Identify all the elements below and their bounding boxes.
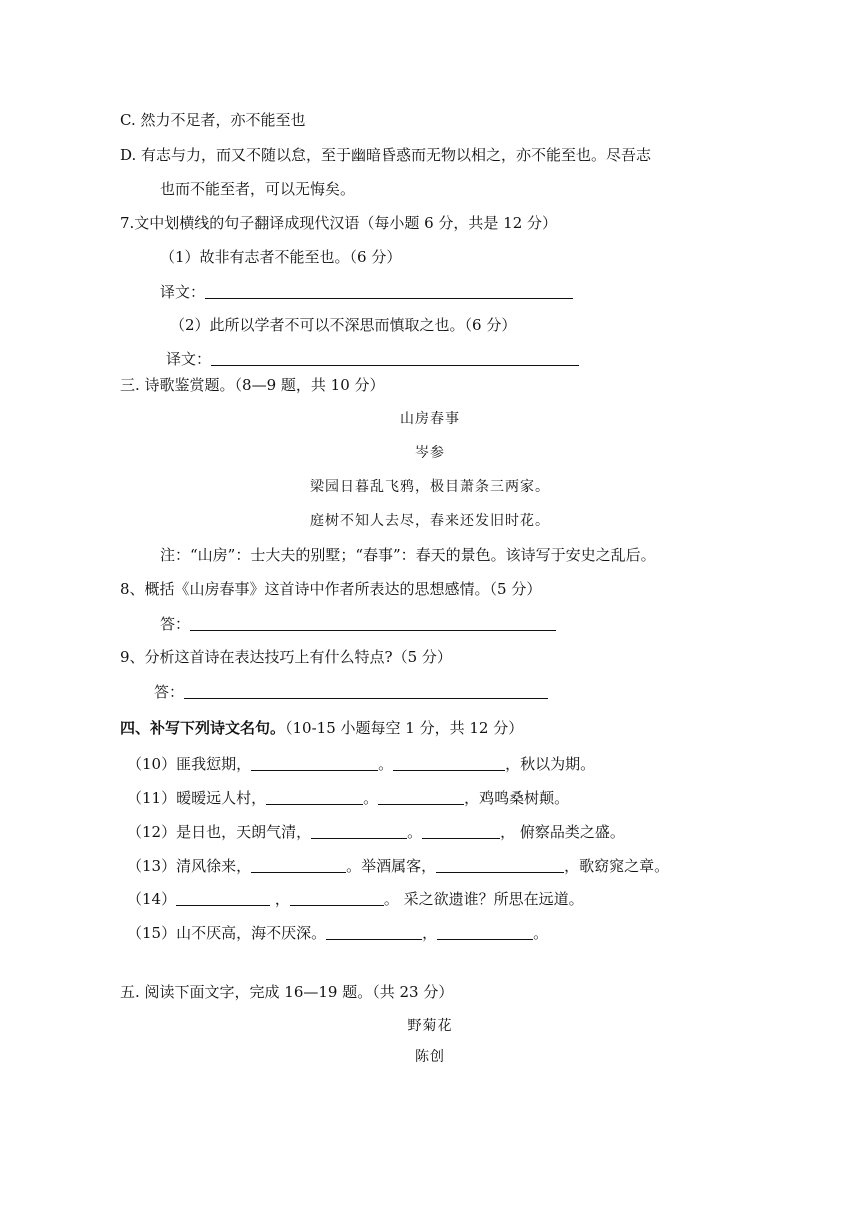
q13-blank2[interactable]	[436, 858, 564, 873]
q9-prompt: 9、分析这首诗在表达技巧上有什么特点?（5 分）	[120, 648, 452, 666]
q11-text-b: 。	[363, 789, 379, 807]
section4-heading	[120, 721, 523, 736]
poem-line2: 庭树不知人去尽，春来还发旧时花。	[310, 513, 550, 529]
q13-text-c: ，歌窈窕之章。	[564, 857, 670, 875]
q15-blank1[interactable]	[326, 925, 422, 940]
q12-text-c: ， 俯察品类之盛。	[500, 823, 625, 841]
q11-blank1[interactable]	[266, 790, 363, 805]
q9-answer-row	[154, 684, 548, 700]
q12-text-b: 。	[407, 823, 423, 841]
q13-row	[127, 858, 669, 874]
q15-text-b: ，	[422, 924, 438, 942]
answer-blank[interactable]	[190, 616, 556, 631]
answer-blank[interactable]	[211, 351, 579, 366]
answer-label: 译文：	[160, 283, 206, 301]
q15-blank2[interactable]	[437, 925, 533, 940]
answer-label: 答：	[154, 683, 185, 701]
q12-blank1[interactable]	[311, 824, 407, 839]
answer-blank[interactable]	[184, 684, 548, 699]
q11-text-c: ，鸡鸣桑树颠。	[464, 789, 570, 807]
section4-heading-rest: （10-15 小题每空 1 分，共 12 分）	[285, 719, 524, 737]
q10-row	[127, 756, 595, 772]
option-c: C. 然力不足者，亦不能至也	[120, 111, 306, 129]
q11-row	[127, 790, 569, 806]
q12-row	[127, 824, 625, 840]
q14-blank2[interactable]	[290, 891, 384, 906]
q15-text-a: （15）山不厌高，海不厌深。	[127, 924, 327, 942]
poem-author: 岑参	[415, 445, 445, 461]
q10-blank2[interactable]	[393, 756, 505, 771]
q14-blank1[interactable]	[176, 891, 270, 906]
q7-heading: 7.文中划横线的句子翻译成现代汉语（每小题 6 分，共是 12 分）	[120, 214, 558, 232]
answer-blank[interactable]	[205, 284, 573, 299]
q12-text-a: （12）是日也，天朗气清，	[127, 823, 312, 841]
section3-heading: 三. 诗歌鉴赏题。（8—9 题，共 10 分）	[120, 376, 385, 394]
q14-text-c: 。 采之欲遗谁？所思在远道。	[383, 890, 584, 908]
q11-blank2[interactable]	[378, 790, 464, 805]
q7-item1: （1）故非有志者不能至也。（6 分）	[160, 248, 402, 266]
section4-heading-bold: 四、补写下列诗文名句。	[120, 719, 286, 737]
q8-answer-row	[160, 616, 556, 632]
q13-text-a: （13）清风徐来，	[127, 857, 252, 875]
option-d-line1: D. 有志与力，而又不随以怠，至于幽暗昏惑而无物以相之，亦不能至也。尽吾志	[120, 146, 652, 164]
q12-blank2[interactable]	[422, 824, 500, 839]
q15-text-c: 。	[533, 924, 549, 942]
q14-row	[127, 891, 584, 907]
q7-item2: （2）此所以学者不可以不深思而慎取之也。（6 分）	[170, 316, 517, 334]
passage-author: 陈创	[415, 1049, 445, 1065]
q14-text-b: ，	[270, 890, 290, 908]
poem-line1: 梁园日暮乱飞鸦，极目萧条三两家。	[310, 479, 550, 495]
passage-title: 野菊花	[407, 1018, 453, 1034]
q8-prompt: 8、概括《山房春事》这首诗中作者所表达的思想感情。（5 分）	[120, 580, 542, 598]
q10-text-c: ，秋以为期。	[505, 755, 596, 773]
q10-text-a: （10）匪我愆期，	[127, 755, 252, 773]
q13-blank1[interactable]	[251, 858, 346, 873]
q13-text-b: 。举酒属客，	[346, 857, 437, 875]
q11-text-a: （11）暧暧远人村，	[127, 789, 267, 807]
poem-title: 山房春事	[400, 411, 460, 427]
q15-row	[127, 925, 548, 941]
q10-blank1[interactable]	[251, 756, 378, 771]
q7-answer-row1	[160, 284, 573, 300]
q7-answer-row2	[166, 351, 579, 367]
answer-label: 答：	[160, 615, 191, 633]
answer-label: 译文：	[166, 350, 212, 368]
q10-text-b: 。	[378, 755, 394, 773]
q14-text-a: （14）	[127, 890, 177, 908]
poem-note: 注：“山房”：士大夫的别墅；“春事”：春天的景色。该诗写于安史之乱后。	[160, 546, 656, 564]
option-d-line2: 也而不能至者，可以无悔矣。	[160, 180, 356, 198]
section5-heading: 五. 阅读下面文字，完成 16—19 题。（共 23 分）	[120, 983, 454, 1001]
